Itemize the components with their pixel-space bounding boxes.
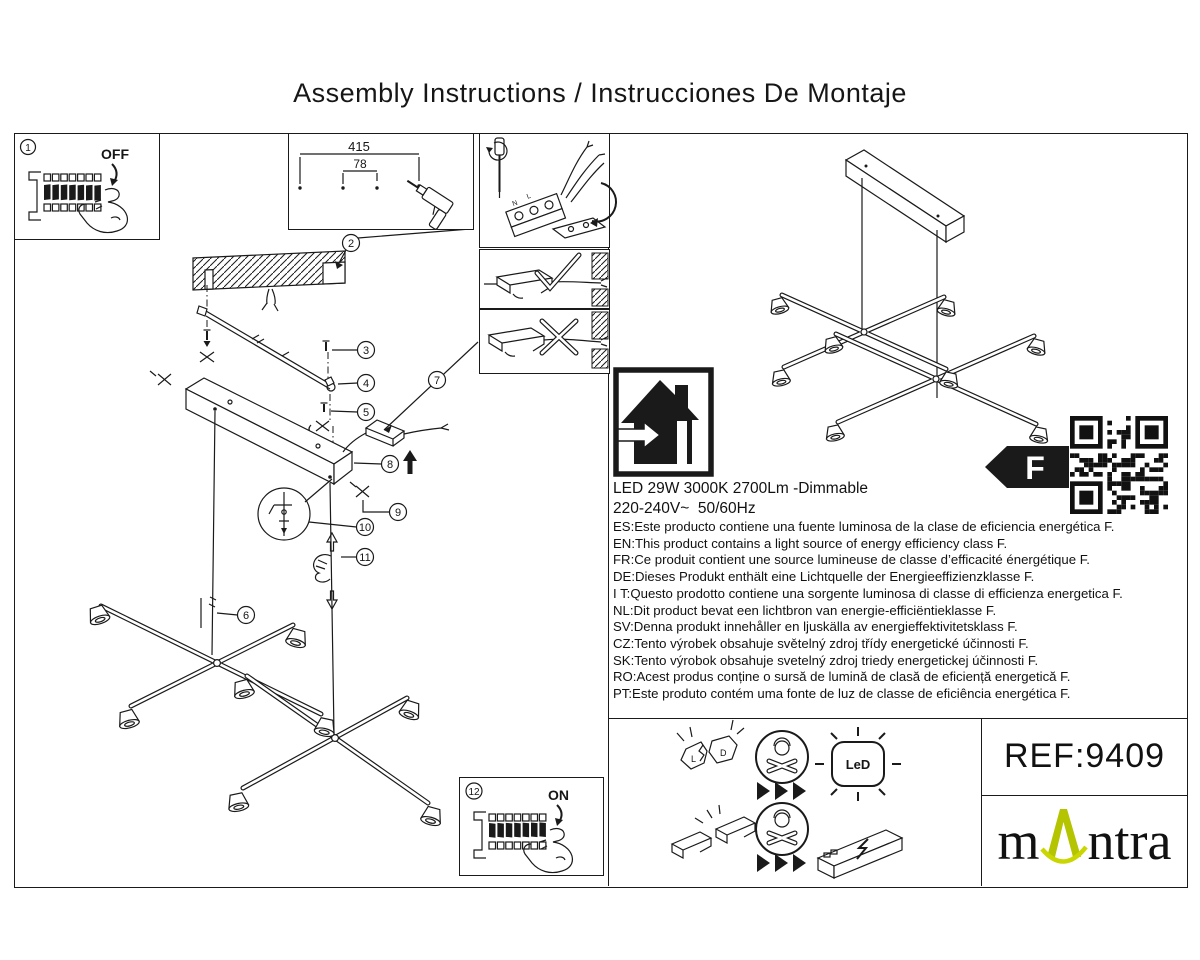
cable-part xyxy=(201,597,216,628)
service-icons-panel xyxy=(610,719,981,885)
spec-language-line: SK:Tento výrobok obsahuje svetelný zdroj triedy energetickej účinnosti F. xyxy=(613,652,1039,668)
drill-icon xyxy=(393,175,453,230)
svg-text:10: 10 xyxy=(358,522,372,534)
cable-lock-detail xyxy=(258,479,332,540)
product-spotlights xyxy=(768,297,1049,445)
on-label: ON xyxy=(548,787,569,803)
brand-text-ntra: ntra xyxy=(1087,810,1172,871)
adjust-hand xyxy=(314,533,337,609)
spec-language-list xyxy=(613,519,1179,703)
indoor-use-icon xyxy=(613,367,714,477)
page-title: Assembly Instructions / Instrucciones De Montaje xyxy=(293,78,907,108)
step-2-marker xyxy=(335,229,470,269)
svg-text:5: 5 xyxy=(362,407,370,419)
crossbar-1 xyxy=(101,606,321,714)
step-10-marker xyxy=(309,519,374,536)
dim-inner: 78 xyxy=(353,157,367,171)
cross-icon xyxy=(542,321,576,353)
spec-block xyxy=(613,479,1179,703)
cut-symbol-left xyxy=(150,371,171,385)
wires xyxy=(561,141,605,202)
svg-text:11: 11 xyxy=(359,552,371,564)
brand-text-m: m xyxy=(997,810,1040,871)
svg-text:8: 8 xyxy=(386,459,394,471)
svg-text:LeD: LeD xyxy=(845,757,871,772)
spec-language-line: I T:Questo prodotto contiene una sorgente luminosa di classe di efficienza energetica F. xyxy=(613,585,1123,601)
brand-caret-icon xyxy=(1041,805,1087,877)
mains-connector xyxy=(343,420,449,452)
svg-text:3: 3 xyxy=(362,345,370,357)
wrong-install-panel xyxy=(479,309,610,374)
step-3-marker xyxy=(332,342,375,359)
step-1-marker xyxy=(21,140,36,155)
off-label: OFF xyxy=(101,146,129,162)
step-7-marker xyxy=(384,342,478,433)
step-4-marker xyxy=(338,375,375,392)
spec-language-line: DE:Dieses Produkt enthält eine Lichtquelle der Energieeffizienzklasse F. xyxy=(613,569,1035,585)
spec-language-line: EN:This product contains a light source of energy efficiency class F. xyxy=(613,535,1008,551)
arrows-icon xyxy=(757,854,806,872)
spec-language-line: CZ:Tento výrobek obsahuje světelný zdroj třídy energetické účinnosti F. xyxy=(613,635,1029,651)
step-8-marker xyxy=(354,450,417,474)
screwdriver-icon xyxy=(486,138,507,198)
arrows-icon xyxy=(757,782,806,800)
brand-logo xyxy=(981,795,1188,886)
broken-led-icon xyxy=(677,720,744,769)
product-crossbar-1 xyxy=(782,295,946,369)
dim-total: 415 xyxy=(348,139,370,154)
breaker-row xyxy=(29,172,101,220)
live-label: L xyxy=(525,192,532,201)
svg-text:9: 9 xyxy=(394,507,402,519)
spec-language-line: RO:Acest produs conține o sursă de lumină de clasă de eficiență energetică F. xyxy=(613,669,1071,685)
ceiling xyxy=(193,251,345,311)
step-12-marker xyxy=(466,783,482,799)
product-drawing xyxy=(760,140,1160,450)
step-1-panel xyxy=(14,133,160,240)
technician-icon xyxy=(756,731,808,783)
fixture-crossbars xyxy=(86,604,443,827)
technician-icon xyxy=(756,803,808,855)
spec-power: LED 29W 3000K 2700Lm -Dimmable xyxy=(613,480,869,497)
spec-voltage: 220-240V~ 50/60Hz xyxy=(613,500,756,517)
spec-language-line: NL:Dit product bevat een lichtbron van energie-efficiëntieklasse F. xyxy=(613,602,997,618)
spec-language-line: PT:Este produto contém uma fonte de luz de classe de eficiência energética F. xyxy=(613,686,1071,702)
svg-text:6: 6 xyxy=(242,610,250,622)
step-11-marker xyxy=(341,549,374,566)
breaker-row xyxy=(474,812,546,858)
correct-install-panel xyxy=(479,249,610,309)
spec-language-line: FR:Ce produit contient une source lumineuse de classe d’efficacité énergétique F. xyxy=(613,552,1090,568)
canopy xyxy=(186,378,352,484)
step-6-marker xyxy=(217,607,255,624)
spec-language-line: SV:Denna produkt innehåller en ljuskälla av energieffektivitetsklass F. xyxy=(613,619,1018,635)
reference-number: REF:9409 xyxy=(1003,737,1166,775)
crossbar-2 xyxy=(243,676,428,803)
check-icon xyxy=(537,255,579,288)
svg-text:12: 12 xyxy=(468,787,480,798)
svg-text:4: 4 xyxy=(362,378,370,390)
neutral-label: N xyxy=(511,199,519,209)
energy-class-letter: F xyxy=(1025,450,1045,486)
wiring-panel xyxy=(479,133,610,248)
svg-text:7: 7 xyxy=(433,375,441,387)
drilling-panel xyxy=(288,133,474,230)
spec-language-line: ES:Este producto contiene una fuente luminosa de la clase de eficiencia energética F. xyxy=(613,519,1115,534)
connector-box-icon xyxy=(489,328,607,356)
broken-driver-icon xyxy=(672,805,755,858)
step-9-marker xyxy=(350,482,407,521)
product-canopy xyxy=(846,150,964,242)
step-12-panel xyxy=(459,777,604,876)
product-crossbar-2 xyxy=(836,334,1036,424)
svg-text:2: 2 xyxy=(347,238,355,250)
driver-icon xyxy=(818,830,902,878)
svg-text:D: D xyxy=(720,748,727,758)
led-lamp-icon xyxy=(815,727,901,801)
svg-text:1: 1 xyxy=(25,143,31,154)
svg-text:L: L xyxy=(691,754,697,764)
step-5-marker xyxy=(331,404,375,421)
